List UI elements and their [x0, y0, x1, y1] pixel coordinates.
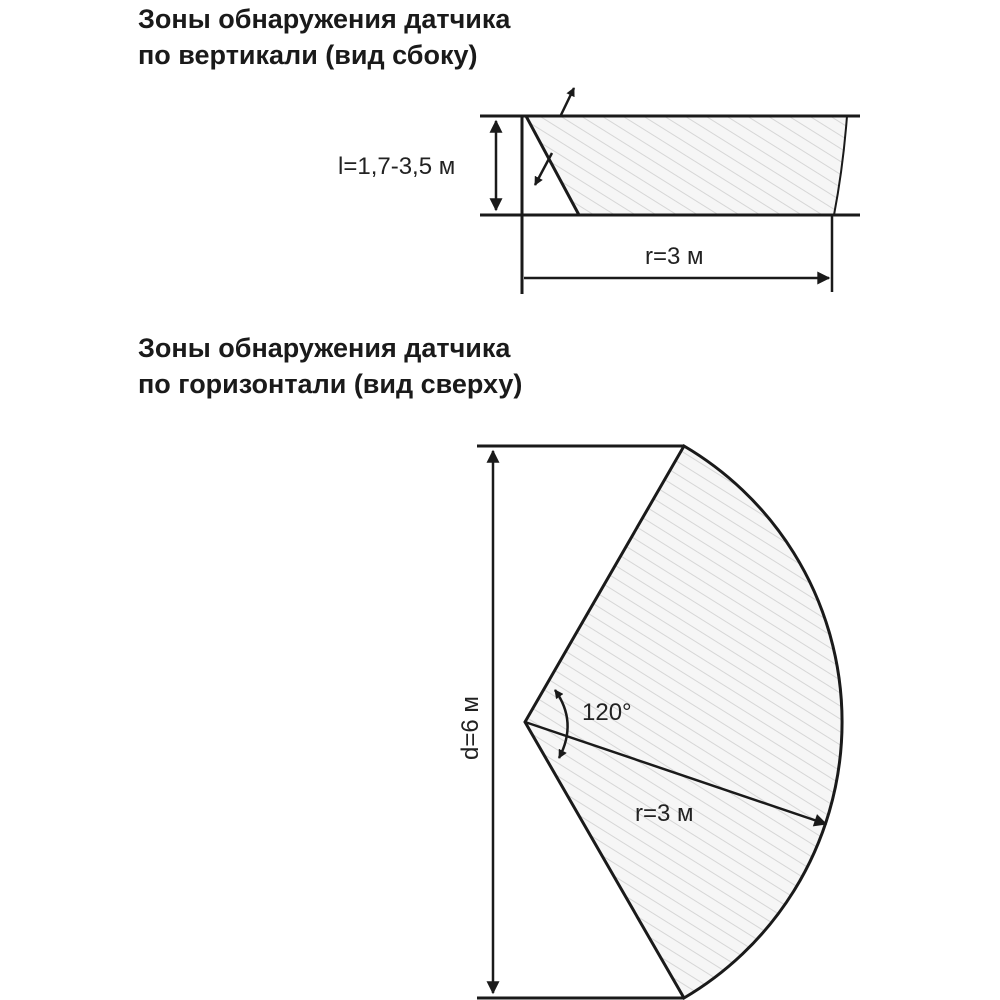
top-view-title-line2: по горизонтали (вид сверху) — [138, 369, 523, 399]
height-label: l=1,7-3,5 м — [338, 153, 456, 180]
side-range-label: r=3 м — [645, 243, 704, 270]
tilt-up-arrow — [560, 88, 574, 117]
side-view-title-line2: по вертикали (вид сбоку) — [138, 40, 478, 70]
top-radius-label: r=3 м — [635, 800, 694, 827]
top-view-title-line1: Зоны обнаружения датчика — [138, 333, 511, 363]
side-view-title-line1: Зоны обнаружения датчика — [138, 4, 511, 34]
top-view-sector — [525, 446, 842, 998]
side-view-zone-hatch — [526, 117, 847, 215]
diameter-label: d=6 м — [457, 696, 484, 760]
angle-label: 120° — [582, 699, 632, 726]
top-view — [457, 446, 842, 998]
tilt-down-arrow — [535, 153, 552, 185]
side-view — [338, 88, 860, 294]
